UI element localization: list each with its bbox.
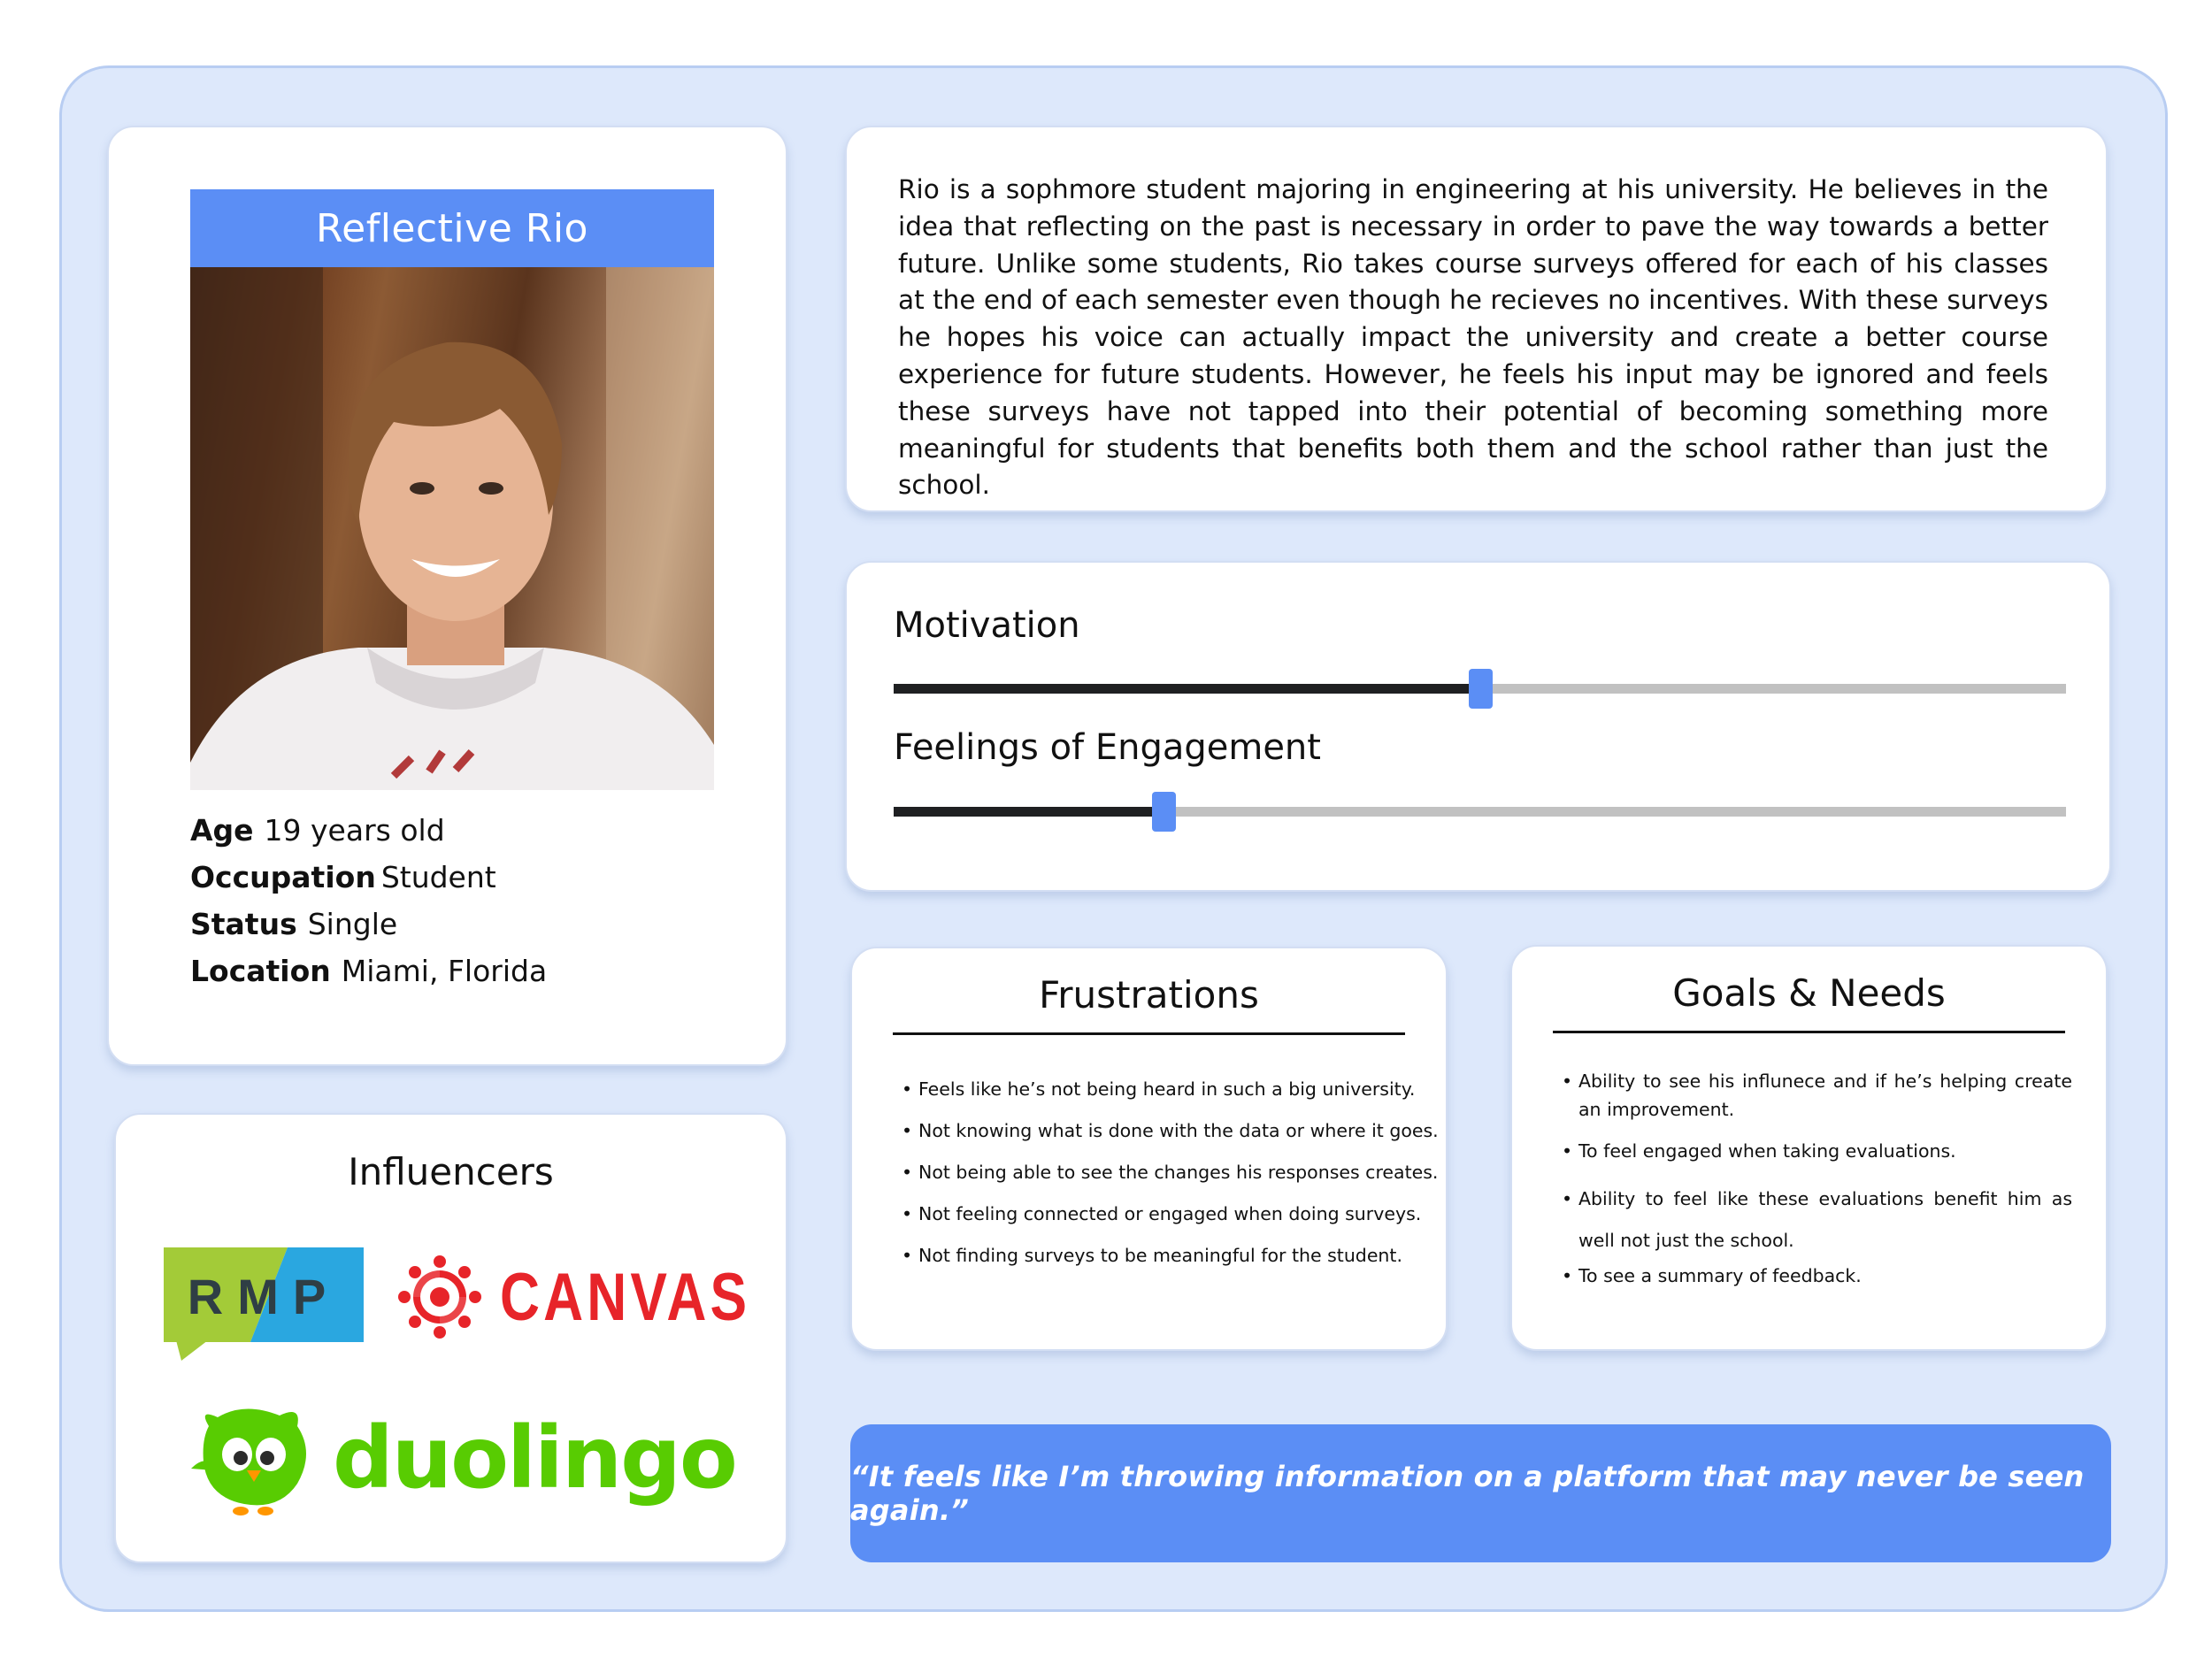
motivation-label: Motivation	[894, 605, 1080, 646]
list-item: • Not finding surveys to be meaningful for the student.	[902, 1235, 1412, 1277]
bio-text: Rio is a sophmore student majoring in engineering at his university. He believes in the idea that reflecting on the past is necessary in order to pave the way towards a better future. Unlike some students, Rio takes course surveys offered for each of his classes at the end of each semester even though he recieves no incentives. With these surveys he hopes his voice can actually impact the university and create a better course experience for future students. However, he feels his input may be ignored and feels these surveys have not tapped into their potential of becoming something more meaningful for students that benefits both them and the school rather than just the school.	[898, 174, 2048, 501]
influencers-title: Influencers	[348, 1150, 554, 1193]
list-item: • Ability to feel like these evaluations benefit him as well not just the school.	[1562, 1178, 2072, 1262]
engagement-slider	[894, 807, 2066, 817]
status-row	[190, 907, 547, 954]
occupation-label: Occupation	[190, 860, 376, 894]
duolingo-text: duolingo	[333, 1408, 736, 1508]
engagement-fill	[894, 807, 1164, 817]
goals-divider	[1553, 1031, 2065, 1033]
age-row	[190, 813, 547, 860]
goals-card	[1510, 945, 2108, 1351]
persona-name: Reflective Rio	[190, 189, 714, 267]
occupation-value: Student	[380, 860, 496, 894]
frustrations-divider	[893, 1032, 1405, 1035]
rmp-logo	[164, 1247, 364, 1365]
canvas-logo	[397, 1255, 805, 1339]
canvas-text: CANVAS	[500, 1259, 751, 1335]
rmp-text: RMP	[187, 1269, 341, 1324]
age-value: 19 years old	[264, 813, 445, 848]
canvas-icon	[397, 1255, 482, 1339]
list-item: • Not knowing what is done with the data or where it goes.	[902, 1110, 1412, 1152]
duolingo-logo	[191, 1400, 736, 1516]
list-item: • To see a summary of feedback.	[1562, 1262, 2072, 1290]
profile-card	[107, 126, 787, 1066]
list-item: • Ability to see his influnece and if he’s helping create an improvement.	[1562, 1067, 2072, 1124]
duolingo-owl-icon	[191, 1400, 320, 1516]
engagement-label: Feelings of Engagement	[894, 727, 1321, 768]
list-item: • Not being able to see the changes his responses creates.	[902, 1152, 1412, 1193]
goals-title: Goals & Needs	[1672, 971, 1946, 1015]
persona-details	[190, 813, 547, 1001]
engagement-thumb	[1152, 792, 1176, 832]
motivation-fill	[894, 684, 1480, 694]
bio-card	[845, 126, 2108, 512]
frustrations-list	[902, 1069, 1439, 1277]
frustrations-title: Frustrations	[1039, 973, 1259, 1017]
persona-photo	[190, 267, 714, 790]
list-item: • Feels like he’s not being heard in such a big university.	[902, 1069, 1412, 1110]
motivation-thumb	[1469, 669, 1493, 709]
status-value: Single	[307, 907, 398, 941]
goals-list	[1562, 1067, 2072, 1303]
motivation-slider	[894, 684, 2066, 694]
influencers-card	[114, 1113, 787, 1563]
location-row	[190, 954, 547, 1001]
list-item: • Not feeling connected or engaged when doing surveys.	[902, 1193, 1412, 1235]
status-label: Status	[190, 907, 297, 941]
age-label: Age	[190, 813, 254, 848]
list-item: • To feel engaged when taking evaluations.	[1562, 1137, 2072, 1165]
persona-quote: “It feels like I’m throwing information on a platform that may never be seen again.”	[850, 1424, 2111, 1562]
sliders-card	[845, 561, 2111, 892]
location-label: Location	[190, 954, 331, 988]
frustrations-card	[850, 947, 1448, 1351]
location-value: Miami, Florida	[341, 954, 548, 988]
occupation-row	[190, 860, 547, 907]
